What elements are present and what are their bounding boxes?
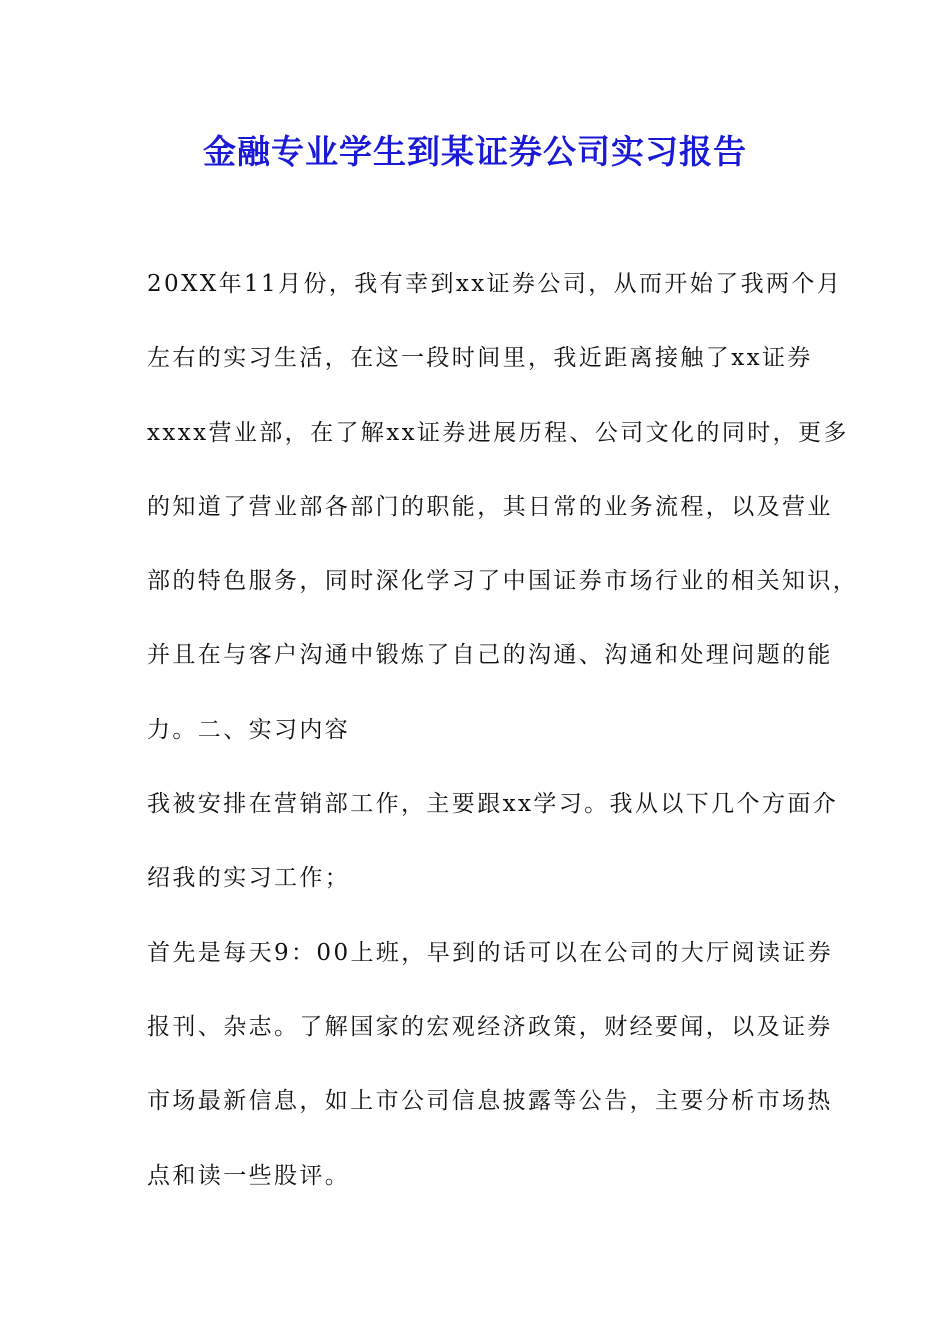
document-body (147, 260, 859, 1226)
body-line: 并且在与客户沟通中锻炼了自己的沟通、沟通和处理问题的能 (147, 642, 833, 669)
document-title: 金融专业学生到某证券公司实习报告 (203, 132, 747, 171)
body-line: 左右的实习生活，在这一段时间里，我近距离接触了xx证券 (147, 345, 813, 372)
body-line: 报刊、杂志。了解国家的宏观经济政策，财经要闻，以及证券 (147, 1013, 833, 1040)
body-line: 首先是每天9：00上班，早到的话可以在公司的大厅阅读证券 (147, 939, 834, 966)
body-line: 力。二、实习内容 (147, 716, 351, 743)
body-line: 绍我的实习工作； (147, 865, 351, 892)
body-line: 20XX年11月份，我有幸到xx证券公司，从而开始了我两个月 (147, 271, 843, 297)
body-line: 我被安排在营销部工作，主要跟xx学习。我从以下几个方面介 (147, 791, 839, 818)
body-line: 点和读一些股评。 (147, 1162, 351, 1189)
body-line: 的知道了营业部各部门的职能，其日常的业务流程，以及营业 (147, 493, 833, 520)
body-line: 部的特色服务，同时深化学习了中国证券市场行业的相关知识， (147, 568, 859, 595)
body-line: 市场最新信息，如上市公司信息披露等公告，主要分析市场热 (147, 1088, 833, 1115)
body-line: xxxx营业部，在了解xx证券进展历程、公司文化的同时，更多 (147, 419, 849, 446)
